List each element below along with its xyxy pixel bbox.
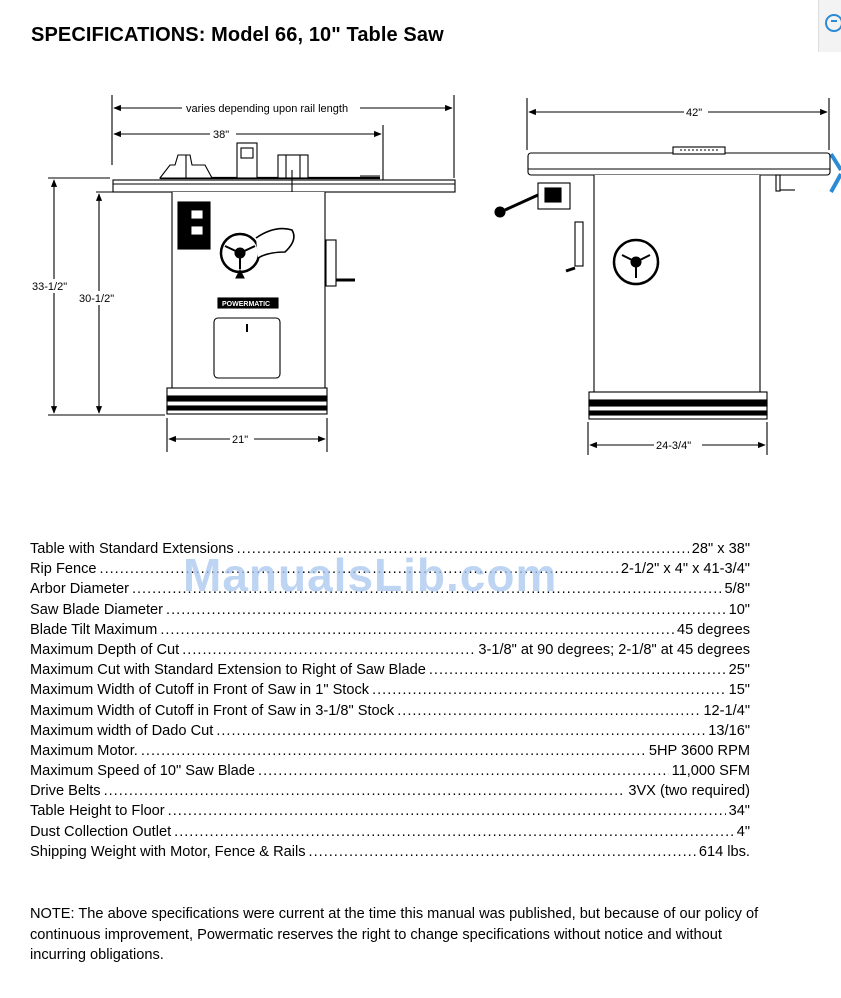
leader-dots xyxy=(216,723,705,739)
spec-value: 10" xyxy=(728,601,750,618)
dim-21-label: 21" xyxy=(232,434,249,446)
spec-label: Maximum Width of Cutoff in Front of Saw in 1" Stock xyxy=(30,682,370,699)
spec-row xyxy=(30,602,750,622)
leader-dots xyxy=(182,642,475,658)
spec-row xyxy=(30,723,750,743)
spec-row xyxy=(30,743,750,763)
spec-row xyxy=(30,541,750,561)
spec-row xyxy=(30,703,750,723)
spec-label: Dust Collection Outlet xyxy=(30,823,172,840)
spec-value: 4" xyxy=(736,823,750,840)
spec-value: 5HP 3600 RPM xyxy=(648,742,750,759)
spec-label: Rip Fence xyxy=(30,561,97,578)
spec-value: 5/8" xyxy=(724,581,750,598)
rail-length-label: varies depending upon rail length xyxy=(186,103,349,115)
dim-30-5-label: 30-1/2" xyxy=(79,293,115,305)
leader-dots xyxy=(160,622,674,638)
spec-row xyxy=(30,662,750,682)
leader-dots xyxy=(132,581,722,597)
spec-label: Shipping Weight with Motor, Fence & Rails xyxy=(30,843,306,860)
spec-value: 2-1/2" x 4" x 41-3/4" xyxy=(620,561,750,578)
leader-dots xyxy=(309,844,696,860)
spec-row xyxy=(30,824,750,844)
leader-dots xyxy=(141,743,646,759)
leader-dots xyxy=(174,824,734,840)
spec-row xyxy=(30,803,750,823)
spec-label: Blade Tilt Maximum xyxy=(30,621,158,638)
watermark: ManualsLib.com xyxy=(183,549,558,601)
table-saw-diagram xyxy=(0,80,841,480)
spec-label: Maximum Motor. xyxy=(30,742,138,759)
leader-dots xyxy=(429,662,726,678)
leader-dots xyxy=(372,682,726,698)
spec-label: Table with Standard Extensions xyxy=(30,541,234,557)
leader-dots xyxy=(166,602,726,618)
note-paragraph: NOTE: The above specifications were current at the time this manual was published, but because of our policy of continuous improvement, Powermatic reserves the right to change specifications without notice and without incurring obligations. xyxy=(30,906,759,963)
page-title: SPECIFICATIONS: Model 66, 10" Table Saw xyxy=(31,24,444,46)
spec-row xyxy=(30,844,750,864)
leader-dots xyxy=(168,803,726,819)
spec-row xyxy=(30,642,750,662)
spec-value: 28" x 38" xyxy=(691,541,750,557)
dim-24-75-label: 24-3/4" xyxy=(656,440,692,452)
spec-label: Maximum Cut with Standard Extension to Right of Saw Blade xyxy=(30,662,426,679)
spec-label: Arbor Diameter xyxy=(30,581,129,598)
spec-label: Saw Blade Diameter xyxy=(30,601,164,618)
leader-dots xyxy=(100,561,618,577)
spec-value: 12-1/4" xyxy=(703,702,750,719)
spec-row xyxy=(30,682,750,702)
spec-value: 3-1/8" at 90 degrees; 2-1/8" at 45 degrees xyxy=(478,641,750,658)
leader-dots xyxy=(397,703,700,719)
spec-value: 15" xyxy=(728,682,750,699)
spec-row xyxy=(30,622,750,642)
specifications-list xyxy=(30,541,750,864)
spec-row xyxy=(30,561,750,581)
leader-dots xyxy=(237,541,689,557)
spec-label: Drive Belts xyxy=(30,783,101,800)
zoom-handle-icon xyxy=(831,20,837,22)
spec-label: Maximum Depth of Cut xyxy=(30,641,180,658)
spec-row xyxy=(30,763,750,783)
spec-value: 614 lbs. xyxy=(698,843,750,860)
spec-row xyxy=(30,581,750,601)
spec-value: 3VX (two required) xyxy=(628,783,750,800)
leader-dots xyxy=(258,763,669,779)
dim-42-label: 42" xyxy=(686,107,703,119)
dim-38-label: 38" xyxy=(213,129,230,141)
side-toolbar-button[interactable] xyxy=(818,0,841,52)
spec-value: 11,000 SFM xyxy=(671,763,750,780)
spec-value: 34" xyxy=(728,803,750,820)
spec-row xyxy=(30,783,750,803)
spec-label: Maximum Speed of 10" Saw Blade xyxy=(30,763,256,780)
spec-value: 13/16" xyxy=(708,722,750,739)
zoom-icon xyxy=(825,14,841,32)
spec-value: 45 degrees xyxy=(676,621,750,638)
spec-label: Table Height to Floor xyxy=(30,803,165,820)
spec-label: Maximum width of Dado Cut xyxy=(30,722,214,739)
brand-plate-label: POWERMATIC xyxy=(222,301,271,308)
leader-dots xyxy=(104,783,626,799)
spec-label: Maximum Width of Cutoff in Front of Saw in 3-1/8" Stock xyxy=(30,702,395,719)
spec-value: 25" xyxy=(728,662,750,679)
dim-33-5-label: 33-1/2" xyxy=(32,281,68,293)
